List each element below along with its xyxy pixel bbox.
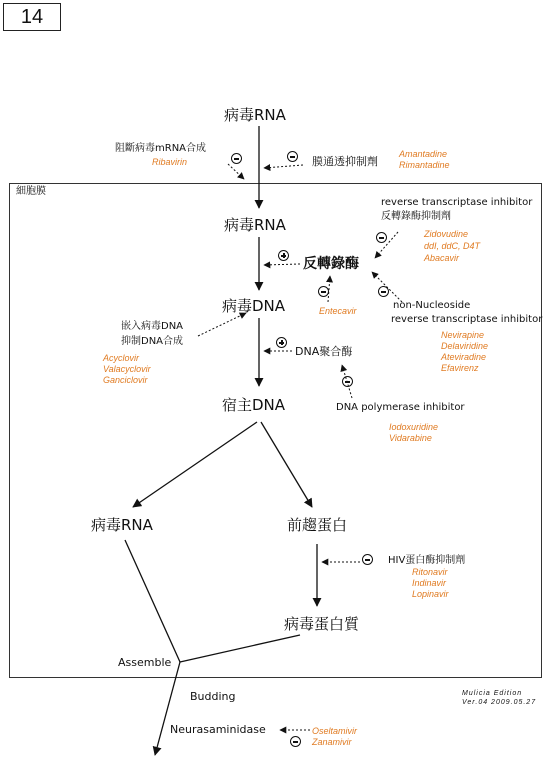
node-virus-rna-in: 病毒RNA (224, 216, 286, 234)
minus-sign (231, 153, 242, 164)
drug-entecavir: Entecavir (319, 306, 357, 316)
arrow-rt-enzyme (264, 264, 300, 265)
drug-lopinavir: Lopinavir (412, 589, 449, 599)
label-membrane-fusion: 膜通透抑制劑 (312, 155, 378, 168)
arrow-ribavirin (228, 164, 244, 179)
drug-ddi-ddc-d4t: ddI, ddC, D4T (424, 241, 481, 251)
node-neuraminidase: Neurasaminidase (170, 723, 266, 736)
plus-sign (278, 250, 289, 261)
label-mrna-block: 阻斷病毒mRNA合成 (115, 143, 207, 154)
drug-vidarabine: Vidarabine (389, 433, 432, 443)
label-rt-inhibitor-en: reverse transcriptase inhibitor (381, 197, 533, 208)
drug-zanamivir: Zanamivir (312, 737, 352, 747)
arrow-dna-synth (198, 313, 246, 336)
drug-ritonavir: Ritonavir (412, 567, 448, 577)
drug-valacyclovir: Valacyclovir (103, 364, 151, 374)
node-host-dna: 宿主DNA (222, 396, 286, 414)
drug-efavirenz: Efavirenz (441, 363, 479, 373)
node-precursor-protein: 前趨蛋白 (287, 516, 348, 534)
label-nnrti-2: reverse transcriptase inhibitor (391, 314, 543, 325)
node-assemble: Assemble (118, 656, 172, 669)
minus-sign (342, 376, 353, 387)
minus-sign (376, 232, 387, 243)
minus-sign (290, 736, 301, 747)
drug-indinavir: Indinavir (412, 578, 447, 588)
line-protein-to-assemble (180, 635, 300, 662)
minus-sign (318, 286, 329, 297)
node-budding: Budding (190, 690, 236, 703)
edition-version: Ver.04 2009.05.27 (462, 699, 537, 706)
drug-zidovudine: Zidovudine (424, 229, 469, 239)
drug-ateviradine: Ateviradine (441, 352, 487, 362)
minus-sign (287, 151, 298, 162)
arrow-budding (155, 662, 180, 755)
node-virus-protein: 病毒蛋白質 (284, 615, 360, 633)
drug-ribavirin: Ribavirin (152, 157, 188, 167)
node-virus-rna-out: 病毒RNA (91, 516, 153, 534)
label-dna-pol-inhibitor: DNA polymerase inhibitor (336, 402, 465, 413)
drug-abacavir: Abacavir (424, 253, 460, 263)
node-virus-rna-top: 病毒RNA (224, 106, 286, 124)
edition-name: Mulicia Edition (462, 690, 523, 697)
drug-oseltamivir: Oseltamivir (312, 726, 358, 736)
minus-sign (378, 286, 389, 297)
label-rt-inhibitor-zh: 反轉錄酶抑制劑 (381, 211, 451, 222)
minus-sign (362, 554, 373, 565)
enzyme-dna-polymerase: DNA聚合酶 (295, 345, 353, 358)
page-number: 14 (3, 3, 61, 31)
label-dna-synth-2: 抑制DNA合成 (121, 336, 184, 347)
membrane-label: 細胞膜 (16, 186, 46, 197)
drug-delaviridine: Delaviridine (441, 341, 489, 351)
label-nnrti-1: non-Nucleoside (393, 300, 471, 311)
label-hiv-protease: HIV蛋白酶抑制劑 (388, 555, 466, 566)
drug-iodoxuridine: Iodoxuridine (389, 422, 439, 432)
drug-nevirapine: Nevirapine (441, 330, 485, 340)
drug-acyclovir: Acyclovir (103, 353, 140, 363)
arrow-host-to-precursor (261, 422, 312, 507)
line-rna-to-assemble (125, 540, 180, 662)
enzyme-reverse-transcriptase: 反轉錄酶 (303, 256, 359, 272)
drug-ganciclovir: Ganciclovir (103, 375, 148, 385)
drug-amantadine: Amantadine (399, 149, 448, 159)
node-virus-dna: 病毒DNA (222, 297, 286, 315)
drug-rimantadine: Rimantadine (399, 160, 450, 170)
arrow-membrane-fusion (264, 165, 303, 168)
label-dna-synth-1: 嵌入病毒DNA (121, 321, 184, 332)
plus-sign (276, 337, 287, 348)
arrow-host-to-rna (133, 422, 257, 507)
